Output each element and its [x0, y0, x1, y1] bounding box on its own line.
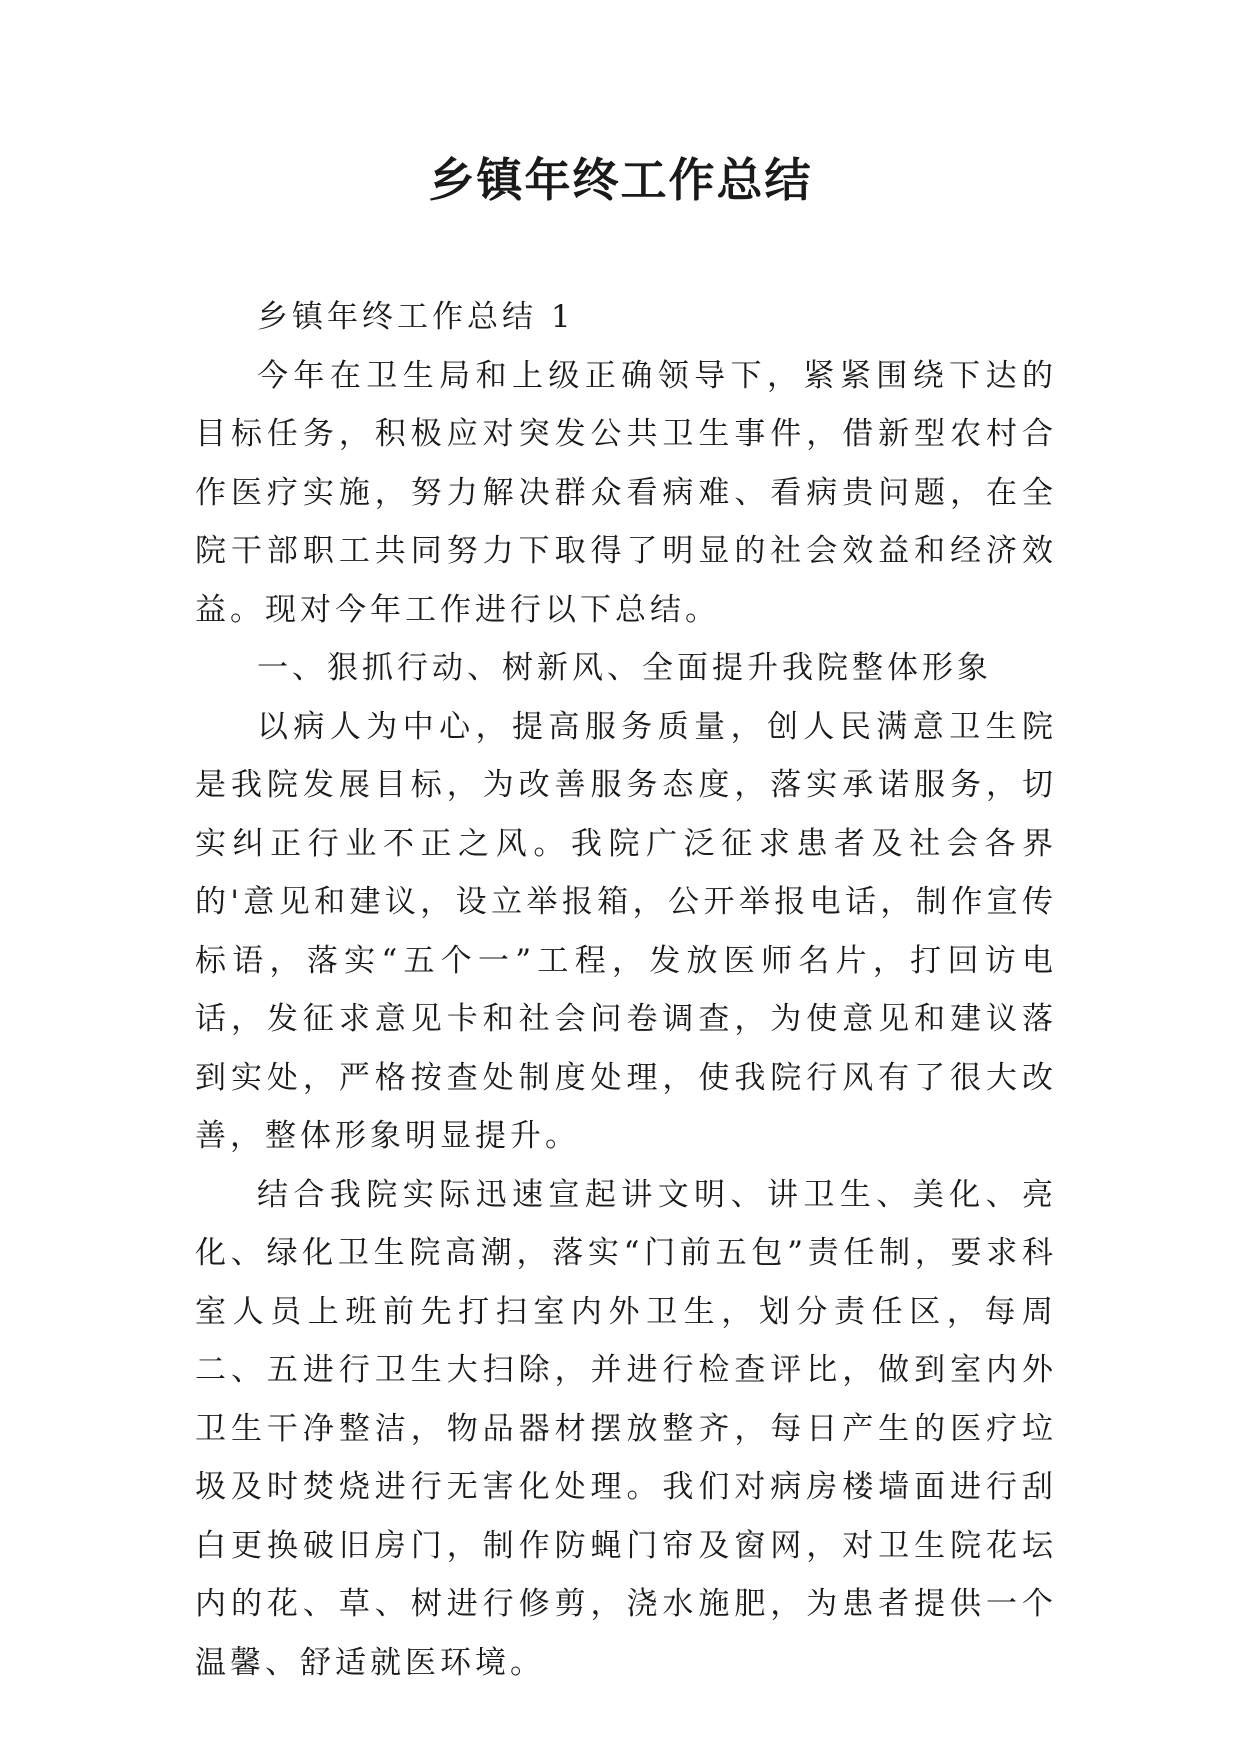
body-paragraph-service: 以病人为中心，提高服务质量，创人民满意卫生院是我院发展目标，为改善服务态度，落实承诺服务，切实纠正行业不正之风。我院广泛征求患者及社会各界的'意见和建议，设立举报箱，公开举报电话，制作宣传标语，落实“五个一”工程，发放医师名片，打回访电话，发征求意见卡和社会问卷调查，为使意见和建议落到实处，严格按查处制度处理，使我院行风有了很大改善，整体形象明显提升。 — [195, 708, 1057, 1154]
document-title: 乡镇年终工作总结 — [428, 153, 813, 207]
section-heading-summary-1: 乡镇年终工作总结 1 — [257, 299, 575, 335]
intro-paragraph: 今年在卫生局和上级正确领导下，紧紧围绕下达的目标任务，积极应对突发公共卫生事件，借新型农村合作医疗实施，努力解决群众看病难、看病贵问题，在全院干部职工共同努力下取得了明显的社会效益和经济效益。现对今年工作进行以下总结。 — [195, 357, 1057, 628]
document-body — [195, 288, 1057, 1692]
body-paragraph-environment: 结合我院实际迅速宣起讲文明、讲卫生、美化、亮化、绿化卫生院高潮，落实“门前五包”责任制，要求科室人员上班前先打扫室内外卫生，划分责任区，每周二、五进行卫生大扫除，并进行检查评比，做到室内外卫生干净整洁，物品器材摆放整齐，每日产生的医疗垃圾及时焚烧进行无害化处理。我们对病房楼墙面进行刮白更换破旧房门，制作防蝇门帘及窗网，对卫生院花坛内的花、草、树进行修剪，浇水施肥，为患者提供一个温馨、舒适就医环境。 — [195, 1176, 1057, 1681]
section-heading-one: 一、狠抓行动、树新风、全面提升我院整体形象 — [257, 650, 992, 686]
